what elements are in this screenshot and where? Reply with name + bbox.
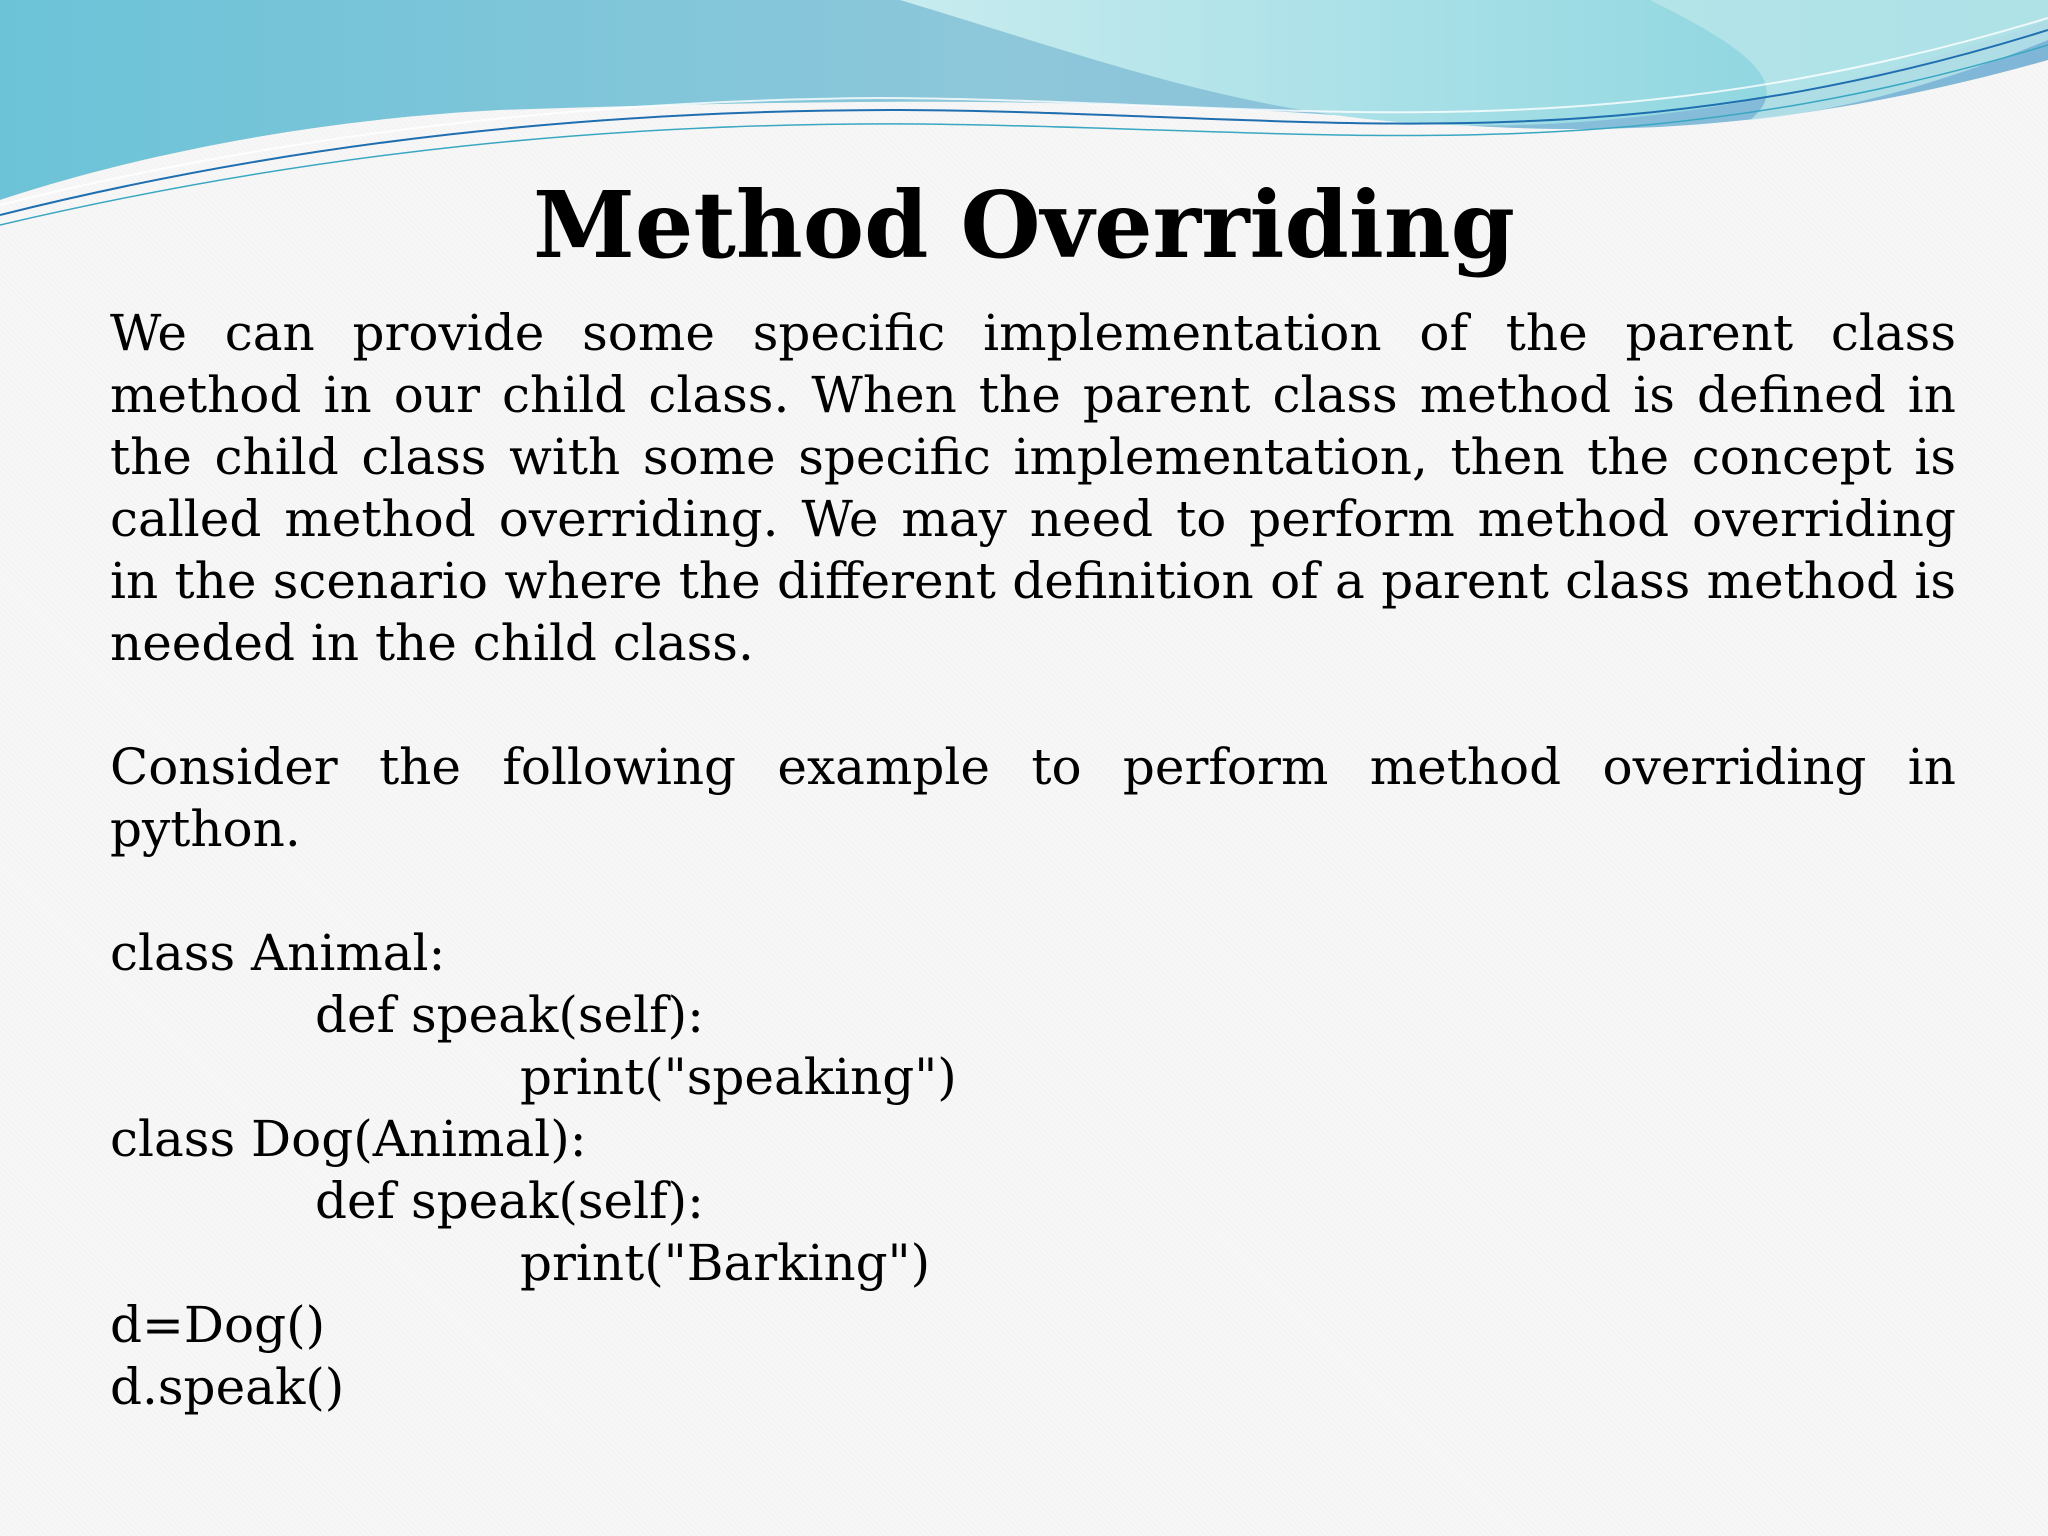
spacer — [110, 674, 1956, 736]
code-line: print("Barking") — [520, 1234, 931, 1292]
description-paragraph: We can provide some specific implementation of the parent class method in our child class. When the parent class method is defined in the child class with some specific implementation, then the concept is called method overriding. We may need to perform method overriding in the scenario where the different definition of a parent class method is needed in the child class. — [110, 304, 1956, 672]
code-example — [110, 922, 1956, 1418]
spacer — [110, 860, 1956, 922]
code-line: d=Dog() — [110, 1296, 326, 1354]
code-line: class Animal: — [110, 924, 446, 982]
slide-body — [110, 302, 1956, 1418]
code-line: def speak(self): — [315, 1172, 704, 1230]
code-line: print("speaking") — [520, 1048, 957, 1106]
code-line: def speak(self): — [315, 986, 704, 1044]
slide-title: Method Overriding — [533, 171, 1515, 279]
code-line: class Dog(Animal): — [110, 1110, 587, 1168]
intro-sentence: Consider the following example to perform method overriding in python. — [110, 738, 1956, 858]
code-line: d.speak() — [110, 1358, 345, 1416]
